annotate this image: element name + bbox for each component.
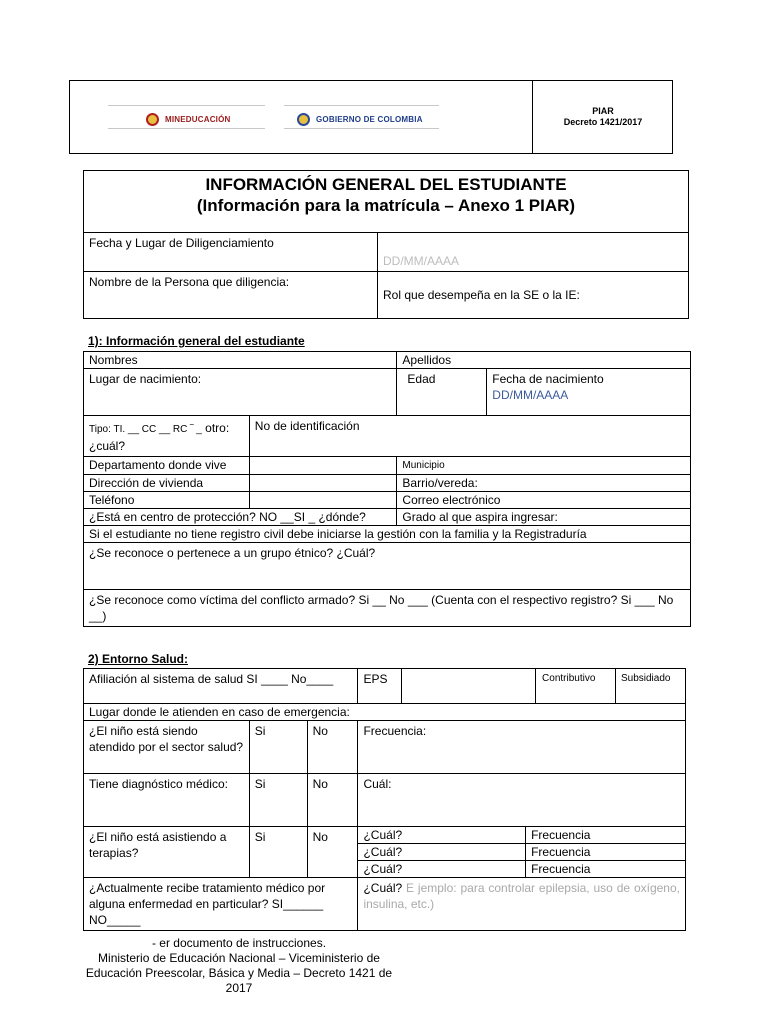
si-label: Si — [249, 774, 307, 827]
fecha-placeholder: DD/MM/AAAA — [383, 254, 460, 268]
telefono-value[interactable] — [249, 492, 397, 509]
persona-label: Nombre de la Persona que diligencia: — [84, 272, 378, 319]
apellidos-label: Apellidos — [397, 352, 691, 369]
telefono-label: Teléfono — [84, 492, 250, 509]
nombres-label: Nombres — [84, 352, 397, 369]
seal-icon — [146, 113, 159, 126]
tipo-cell — [84, 416, 250, 457]
grado-label: Grado al que aspira ingresar: — [397, 509, 691, 526]
gobierno-label: GOBIERNO DE COLOMBIA — [316, 114, 423, 124]
fecha-field[interactable] — [378, 233, 689, 272]
tratamiento-label: ¿Actualmente recibe tratamiento médico por alguna enfermedad en particular? SI______ NO_____ — [84, 878, 358, 931]
atendido-label: ¿El niño está siendo atendido por el sector salud? — [84, 721, 250, 774]
correo-label: Correo electrónico — [397, 492, 691, 509]
lugar-nacimiento-label: Lugar de nacimiento: — [84, 369, 397, 416]
terapia-frecuencia-label: Frecuencia — [526, 827, 686, 844]
piar-block — [533, 106, 673, 128]
doc-code: PIAR — [592, 106, 614, 116]
rol-label: Rol que desempeña en la SE o la IE: — [378, 272, 689, 319]
si-label: Si — [249, 721, 307, 774]
student-info-table — [83, 351, 691, 627]
fecha-nacimiento-label: Fecha de nacimiento — [492, 372, 604, 386]
no-label: No — [307, 721, 358, 774]
mineducacion-label: MINEDUCACIÓN — [165, 114, 231, 124]
terapia-frecuencia-label: Frecuencia — [526, 861, 686, 878]
footer — [80, 936, 398, 996]
terapia-frecuencia-label: Frecuencia — [526, 844, 686, 861]
direccion-value[interactable] — [249, 475, 397, 492]
gobierno-logo — [297, 108, 423, 130]
departamento-value[interactable] — [249, 457, 397, 475]
proteccion-label: ¿Está en centro de protección? NO __SI _ ¿dónde? — [84, 509, 397, 526]
si-label: Si — [249, 827, 307, 878]
direccion-label: Dirección de vivienda — [84, 475, 250, 492]
decree-label: Decreto 1421/2017 — [563, 117, 643, 127]
barrio-label: Barrio/vereda: — [397, 475, 691, 492]
section2-heading: 2) Entorno Salud: — [88, 652, 188, 666]
eps-label: EPS — [358, 669, 402, 704]
page-title: INFORMACIÓN GENERAL DEL ESTUDIANTE — [205, 175, 567, 194]
terapia-cual-label: ¿Cuál? — [358, 861, 526, 878]
seal-icon — [297, 113, 310, 126]
departamento-label: Departamento donde vive — [84, 457, 250, 475]
cual-label: ¿cuál? — [89, 439, 126, 453]
fecha-label: Fecha y Lugar de Diligenciamiento — [84, 233, 378, 272]
terapias-label: ¿El niño está asistiendo a terapias? — [84, 827, 250, 878]
logo-rule — [108, 105, 265, 106]
tratamiento-cell — [358, 878, 686, 931]
top-table — [83, 170, 689, 319]
no-label: No — [307, 774, 358, 827]
frecuencia-label: Frecuencia: — [358, 721, 686, 774]
fecha-nacimiento-format: DD/MM/AAAA — [492, 388, 569, 402]
lugar-emergencia-label: Lugar donde le atienden en caso de emergencia: — [84, 704, 686, 721]
tratamiento-cual-label: ¿Cuál? — [363, 881, 403, 895]
title-cell — [84, 171, 689, 233]
otro-label: otro: — [205, 421, 230, 435]
logo-rule — [284, 105, 439, 106]
victima-label: ¿Se reconoce como víctima del conflicto armado? Si __ No ___ (Cuenta con el respectivo registro? Si ___ No __) — [84, 590, 691, 627]
section1-heading: 1): Información general del estudiante — [88, 334, 305, 348]
eps-value[interactable] — [402, 669, 536, 704]
identificacion-label: No de identificación — [249, 416, 690, 457]
terapia-cual-label: ¿Cuál? — [358, 827, 526, 844]
diagnostico-label: Tiene diagnóstico médico: — [84, 774, 250, 827]
contributivo-label: Contributivo — [536, 669, 616, 704]
footer-ministry: Ministerio de Educación Nacional – Viceministerio de Educación Preescolar, Básica y Media – Decreto 1421 de 2017 — [85, 951, 393, 995]
etnico-label: ¿Se reconoce o pertenece a un grupo étnico? ¿Cuál? — [84, 543, 691, 590]
no-label: No — [307, 827, 358, 878]
page-subtitle: (Información para la matrícula – Anexo 1 PIAR) — [196, 196, 576, 215]
tratamiento-example: E jemplo: para controlar epilepsia, uso de oxígeno, insulina, etc.) — [363, 881, 680, 911]
edad-label: Edad — [397, 369, 487, 416]
subsidiado-label: Subsidiado — [615, 669, 685, 704]
cual-label: Cuál: — [358, 774, 686, 827]
fecha-nacimiento-cell — [487, 369, 691, 416]
afiliacion-label: Afiliación al sistema de salud SI ____ No____ — [84, 669, 358, 704]
terapia-cual-label: ¿Cuál? — [358, 844, 526, 861]
mineducacion-logo — [146, 108, 231, 130]
footer-instructions: - er documento de instrucciones. — [151, 936, 327, 950]
registro-civil-note: Si el estudiante no tiene registro civil debe iniciarse la gestión con la familia y la Registraduría — [84, 526, 691, 543]
health-table — [83, 668, 686, 931]
tipo-label: Tipo: TI. __ CC __ RC ‾ _ — [89, 424, 202, 435]
municipio-label: Municipio — [397, 457, 691, 475]
